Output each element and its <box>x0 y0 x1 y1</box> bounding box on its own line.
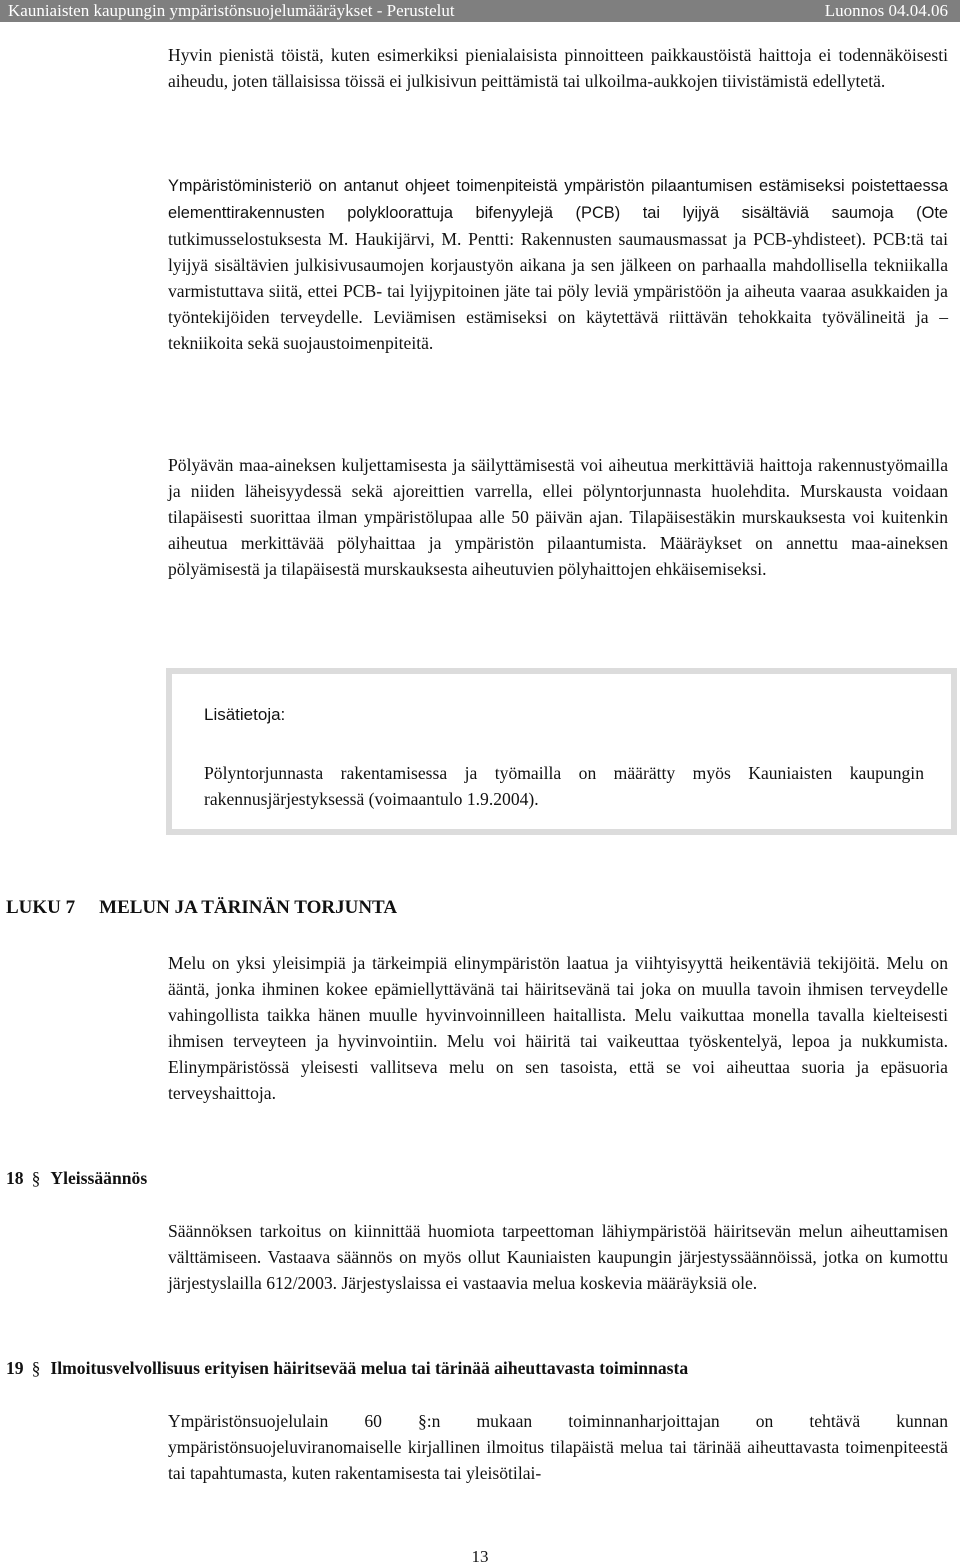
paragraph-dust-control: Pölyävän maa-aineksen kuljettamisesta ja säilyttämisestä voi aiheutua merkittäviä haittoja rakennustyömailla ja niiden läheisyydessä sekä ajoreittien varrella, ellei pölyntorjunnasta huolehdita. Murskausta voidaan tilapäisesti suorittaa ilman ympäristölupaa alle 50 päivän ajan. Tilapäisestäkin murskauksesta voi kuitenkin aiheutua merkittävää pölyhaittaa ja ympäristön pilaantumista. Määräykset on annettu maa-aineksen pölyämisestä ja tilapäisestä murskauksesta aiheutuvien pölyhaittojen ehkäisemiseksi. <box>168 455 948 579</box>
chapter-label: LUKU 7 <box>6 897 76 918</box>
info-box-title: Lisätietoja: <box>204 705 286 724</box>
section-19-number: 19 <box>6 1358 24 1378</box>
pcb-guidance-sans-text: Ympäristöministeriö on antanut ohjeet toimenpiteistä ympäristön pilaantumisen estämiseksi poistettaessa elementtirakennusten polykloorattuja bifenyylejä (PCB) tai lyijyä sisältäviä saumoja (Ote <box>168 177 948 222</box>
document-header <box>0 0 960 22</box>
pcb-guidance-requirements: PCB:tä tai lyijyä sisältävien julkisivusaumojen korjaustyön aikana ja sen jälkeen on parhaalla mahdollisella tekniikalla varmistuttava siitä, ettei PCB- tai lyijypitoinen jäte tai pöly leviä ympäristöön ja aiheuta vaaraa asukkaiden ja työntekijöiden terveydelle. Leviämisen estämiseksi on käytettävä riittävän tehokkaita työvälineitä ja –tekniikoita sekä suojaustoimenpiteitä. <box>168 229 948 353</box>
chapter-title: MELUN JA TÄRINÄN TORJUNTA <box>99 897 398 918</box>
section-18-text: Säännöksen tarkoitus on kiinnittää huomiota tarpeettoman lähiympäristöä häiritsevän melun aiheuttamisen välttämiseen. Vastaava säännös on myös ollut Kauniaisten kaupungin järjestyssäännöissä, jotka on kumottu järjestyslailla 612/2003. Järjestyslaissa ei vastaavia melua koskevia määräyksiä ole. <box>168 1221 948 1293</box>
document-title: Kauniaisten kaupungin ympäristönsuojelumääräykset - Perustelut <box>8 1 455 20</box>
paragraph-pcb-guidance <box>168 172 948 356</box>
section-18-number: 18 <box>6 1168 24 1188</box>
paragraph-small-works: Hyvin pienistä töistä, kuten esimerkiksi pienialaisista pinnoitteen paikkaustöistä haittoja ei todennäköisesti aiheudu, joten tällaisissa töissä ei julkisivun peittämistä tai ulkoilma-aukkojen tiivistämistä edellytetä. <box>168 45 948 91</box>
chapter-intro: Melu on yksi yleisimpiä ja tärkeimpiä elinympäristön laatua ja viihtyisyyttä heikentäviä tekijöitä. Melu on ääntä, jonka ihminen kokee epämiellyttävänä tai häiritsevänä tai joka on muulla tavoin ihmisen terveydelle vahingollista taikka hänen muulle hyvinvoinnilleen haitallista. Melu vaikuttaa monella tavalla kielteisesti ihmisen terveyteen ja hyvinvointiin. Melu voi häiritä tai vaikeuttaa työskentelyä, lepoa ja nukkumista. Elinympäristössä yleisesti vallitseva melu on sen tasoista, että se voi aiheuttaa suoria ja epäsuoria terveyshaittoja. <box>168 953 948 1103</box>
section-18-title: Yleissäännös <box>50 1168 148 1188</box>
chapter-heading <box>6 895 397 921</box>
section-sign-icon: § <box>31 1358 41 1378</box>
section-19-text: Ympäristönsuojelulain 60 §:n mukaan toiminnanharjoittajan on tehtävä kunnan ympäristönsuojeluviranomaiselle kirjallinen ilmoitus tilapäistä melua tai tärinää aiheuttavasta toimenpiteestä tai tapahtumasta, kuten rakentamisesta tai yleisötilai- <box>168 1411 948 1483</box>
draft-date: Luonnos 04.04.06 <box>824 1 948 20</box>
section-18-heading <box>6 1166 147 1190</box>
info-box-body: Pölyntorjunnasta rakentamisessa ja työmailla on määrätty myös Kauniaisten kaupungin rakennusjärjestyksessä (voimaantulo 1.9.2004). <box>204 763 924 809</box>
section-19-heading <box>6 1356 688 1380</box>
pcb-guidance-reference: tutkimusselostuksesta M. Haukijärvi, M. Pentti: Rakennusten saumausmassat ja PCB-yhdisteet). <box>168 229 867 249</box>
info-box <box>166 668 957 835</box>
section-19-title: Ilmoitusvelvollisuus erityisen häiritsevää melua tai tärinää aiheuttavasta toiminnasta <box>50 1358 689 1378</box>
section-sign-icon: § <box>31 1168 41 1188</box>
page-number: 13 <box>471 1547 489 1566</box>
